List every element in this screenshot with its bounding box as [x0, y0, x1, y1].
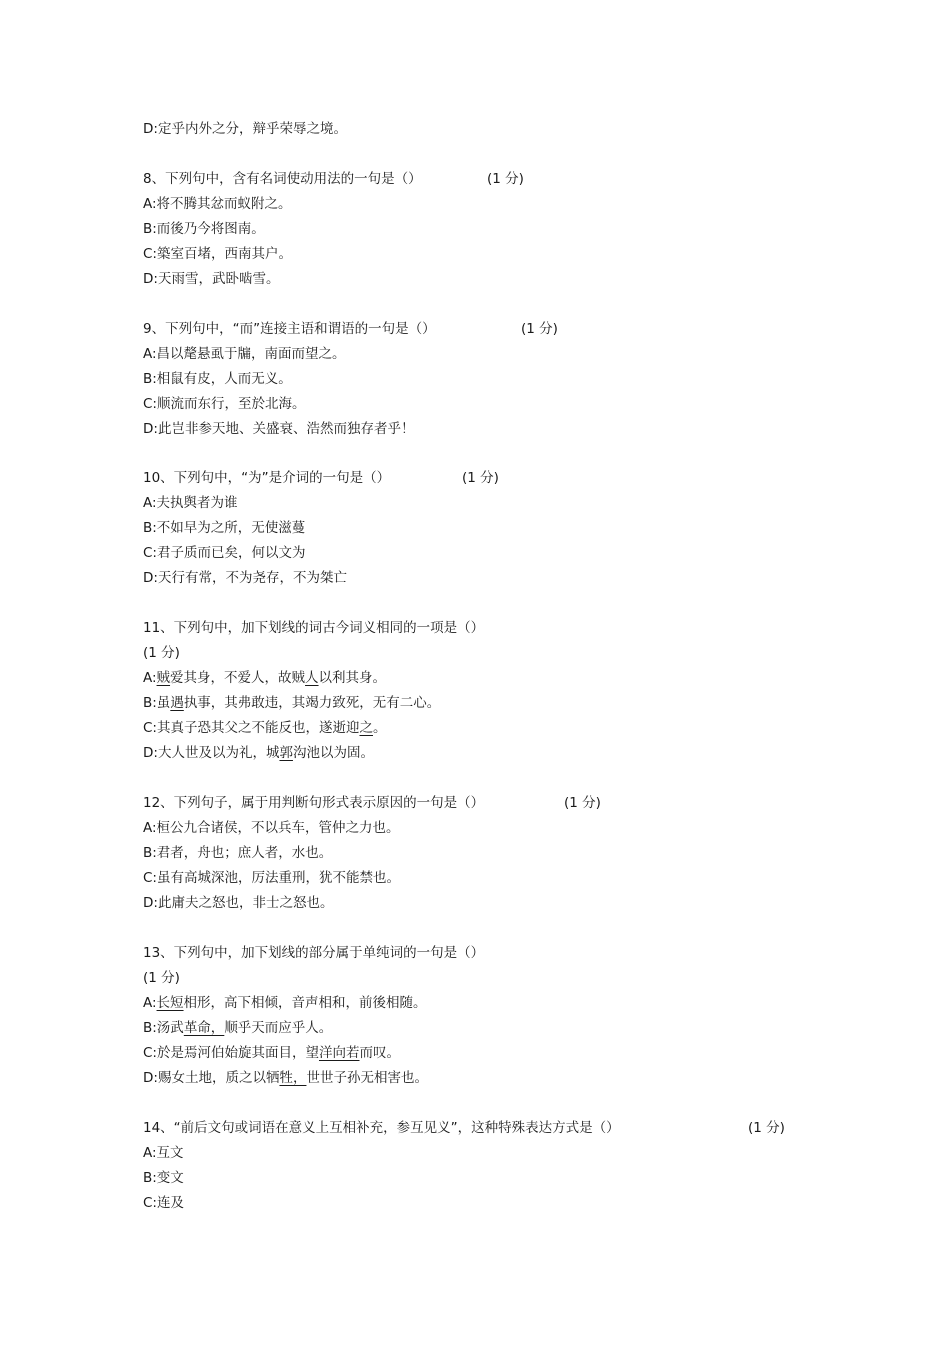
option-13b: B:汤武革命，顺乎天而应乎人。 [143, 1020, 333, 1036]
question-14-score: (1 分) [748, 1120, 785, 1136]
question-13-score: (1 分) [143, 970, 180, 986]
underlined-word: 人 [305, 670, 319, 686]
question-10-score: (1 分) [462, 470, 499, 486]
option-14b: B:变文 [143, 1170, 184, 1186]
option-10b: B:不如早为之所，无使滋蔓 [143, 520, 306, 536]
underlined-word: 之 [359, 720, 373, 736]
underlined-word: 洋向若 [318, 1045, 360, 1061]
underlined-word: 长短 [156, 995, 184, 1011]
option-8d: D:天雨雪，武卧啮雪。 [143, 271, 280, 287]
option-10a: A:夫执舆者为谁 [143, 495, 238, 511]
underlined-word: 牲， [279, 1070, 307, 1086]
option-10d: D:天行有常，不为尧存，不为桀亡 [143, 570, 347, 586]
option-11d: D:大人世及以为礼，城郭沟池以为固。 [143, 745, 374, 761]
option-11b: B:虽遇执事，其弗敢违，其竭力致死，无有二心。 [143, 695, 441, 711]
option-12d: D:此庸夫之怒也，非士之怒也。 [143, 895, 334, 911]
option-14a: A:互文 [143, 1145, 184, 1161]
question-12-stem: 12、下列句子，属于用判断句形式表示原因的一句是（） [143, 795, 485, 811]
option-12b: B:君者，舟也；庶人者，水也。 [143, 845, 333, 861]
question-13-stem: 13、下列句中，加下划线的部分属于单纯词的一句是（） [143, 945, 485, 961]
underlined-word: 革命， [183, 1020, 225, 1036]
option-9b: B:相鼠有皮，人而无义。 [143, 371, 292, 387]
option-13c: C:於是焉河伯始旋其面目，望洋向若而叹。 [143, 1045, 400, 1061]
option-14c: C:连及 [143, 1195, 184, 1211]
option-8c: C:築室百堵，西南其户。 [143, 246, 292, 262]
option-8b: B:而後乃今将图南。 [143, 221, 265, 237]
option-9a: A:昌以氂悬虱于牖，南面而望之。 [143, 346, 346, 362]
option-11c: C:其真子恐其父之不能反也，遂逝迎之。 [143, 720, 387, 736]
option-9d: D:此岂非参天地、关盛衰、浩然而独存者乎！ [143, 421, 415, 437]
question-8-stem: 8、下列句中，含有名词使动用法的一句是（） [143, 171, 422, 187]
option-7d: D:定乎内外之分，辩乎荣辱之境。 [143, 121, 347, 137]
question-9-score: (1 分) [521, 321, 558, 337]
question-11-stem: 11、下列句中，加下划线的词古今词义相同的一项是（） [143, 620, 485, 636]
option-11a: A:贼爱其身，不爱人，故贼人以利其身。 [143, 670, 387, 686]
question-8-score: (1 分) [487, 171, 524, 187]
question-9-stem: 9、下列句中，“而”连接主语和谓语的一句是（） [143, 321, 436, 337]
question-10-stem: 10、下列句中，“为”是介词的一句是（） [143, 470, 391, 486]
underlined-word: 贼 [156, 670, 171, 686]
option-10c: C:君子质而已矣，何以文为 [143, 545, 306, 561]
question-14-stem: 14、“前后文句或词语在意义上互相补充，参互见义”，这种特殊表达方式是（） [143, 1120, 620, 1136]
question-12-score: (1 分) [564, 795, 601, 811]
option-9c: C:顺流而东行，至於北海。 [143, 396, 306, 412]
option-8a: A:将不腾其忿而蚁附之。 [143, 196, 292, 212]
underlined-word: 遇 [170, 695, 184, 711]
question-11-score: (1 分) [143, 645, 180, 661]
option-12a: A:桓公九合诸侯，不以兵车，管仲之力也。 [143, 820, 400, 836]
option-13a: A:长短相形，高下相倾，音声相和，前後相随。 [143, 995, 427, 1011]
underlined-word: 郭 [279, 745, 293, 761]
option-13d: D:赐女土地，质之以牺牲，世世子孙无相害也。 [143, 1070, 428, 1086]
option-12c: C:虽有高城深池，厉法重刑，犹不能禁也。 [143, 870, 400, 886]
